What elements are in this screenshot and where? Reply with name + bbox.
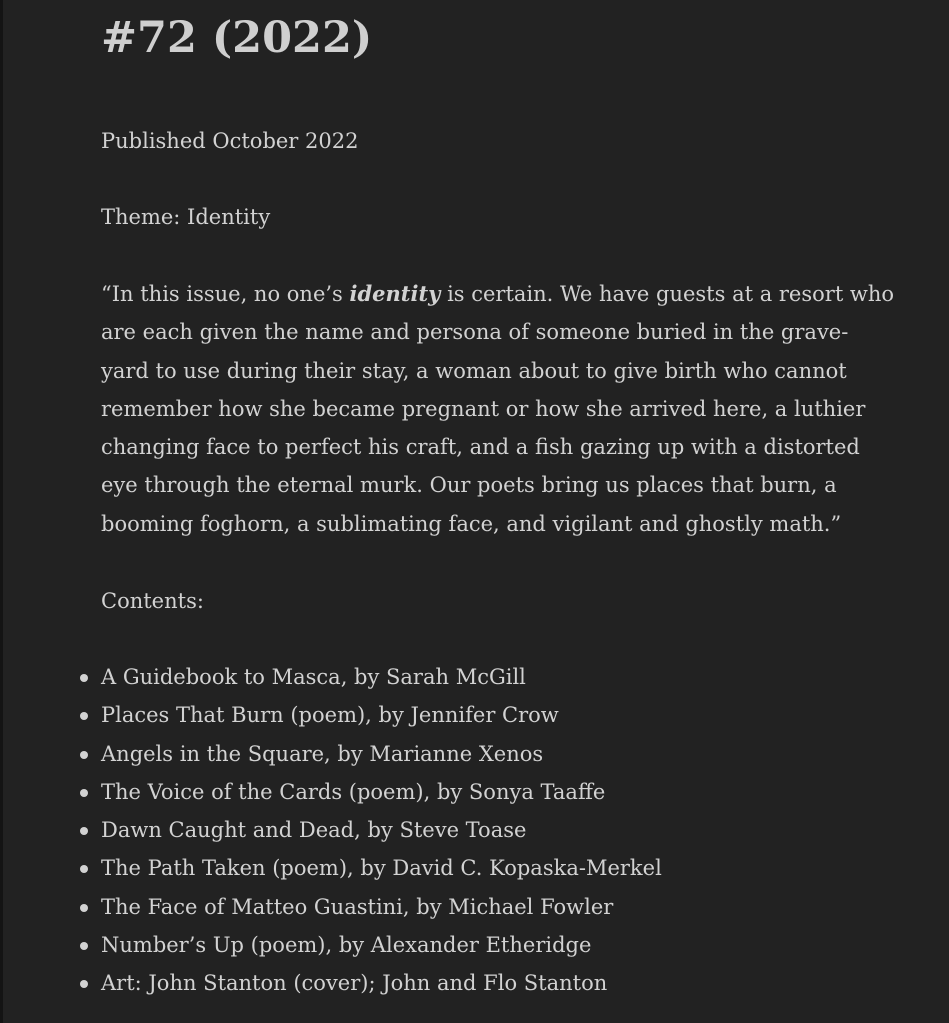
blurb-text: “In this issue, no one’s (101, 282, 350, 306)
blurb-line (101, 275, 894, 313)
contents-heading: Contents: (101, 589, 204, 613)
issue-blurb (101, 275, 894, 543)
blurb-line: changing face to perfect his craft, and a fish gazing up with a distorted (101, 435, 860, 460)
page-left-edge (0, 0, 3, 1023)
published-date: Published October 2022 (101, 129, 359, 153)
blurb-emphasis: identity (349, 281, 441, 306)
contents-item: A Guidebook to Masca, by Sarah McGill (101, 658, 662, 696)
blurb-line: booming foghorn, a sublimating face, and vigilant and ghostly math.” (101, 511, 842, 536)
issue-title: #72 (2022) (101, 13, 373, 63)
contents-list (101, 658, 662, 1003)
contents-item: The Face of Matteo Guastini, by Michael Fowler (101, 888, 662, 926)
contents-item: Dawn Caught and Dead, by Steve Toase (101, 811, 662, 849)
contents-item: Angels in the Square, by Marianne Xenos (101, 735, 662, 773)
blurb-text: is certain. We have guests at a resort who (440, 282, 895, 306)
contents-item: The Voice of the Cards (poem), by Sonya Taaffe (101, 773, 662, 811)
contents-item: The Path Taken (poem), by David C. Kopaska-Merkel (101, 849, 662, 887)
blurb-line: yard to use during their stay, a woman about to give birth who cannot (101, 358, 847, 383)
contents-item: Art: John Stanton (cover); John and Flo Stanton (101, 964, 662, 1002)
contents-item: Places That Burn (poem), by Jennifer Crow (101, 696, 662, 734)
blurb-line: remember how she became pregnant or how she arrived here, a luthier (101, 396, 866, 421)
issue-theme: Theme: Identity (101, 205, 271, 229)
blurb-line: eye through the eternal murk. Our poets bring us places that burn, a (101, 473, 837, 498)
blurb-line: are each given the name and persona of someone buried in the grave- (101, 320, 849, 345)
contents-item: Number’s Up (poem), by Alexander Etheridge (101, 926, 662, 964)
